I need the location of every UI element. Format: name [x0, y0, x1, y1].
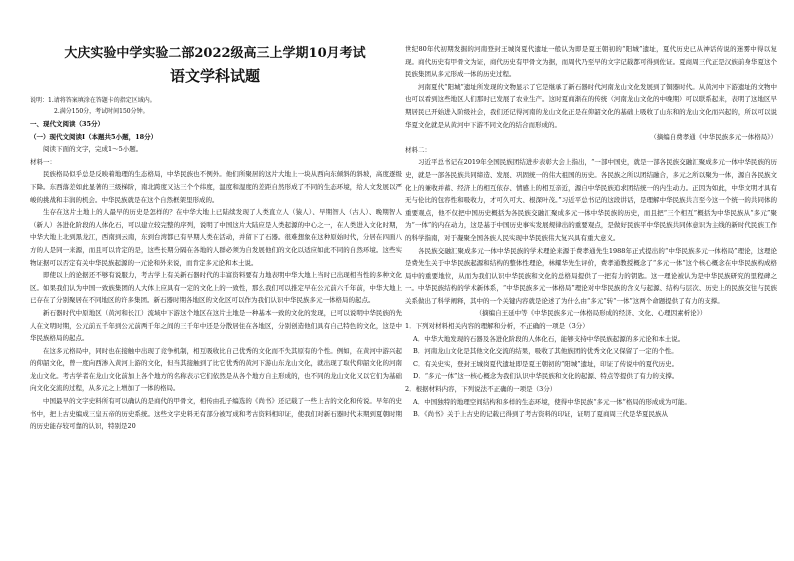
section-heading: 一、现代文阅读（35分）: [30, 120, 105, 128]
question-1: 1．下列对材料相关内容的理解和分析，不正确的一项是（3分）: [405, 322, 589, 331]
material-label: 材料二：: [405, 145, 431, 154]
paragraph: 中国最早的文字史料所有可以确认的是商代的甲骨文，相传由孔子编选的《尚书》还记载了一些上古的文化和传说。早年的史书中，把上古史编成三皇五帝的历史系统。这些文字史料无有部分被写成和考古资料相印证，使我们对新石器时代末期到夏朝时期的历史能存较可靠的认识，特别是20: [30, 397, 402, 431]
subject-title: 语文学科试题: [169, 67, 260, 85]
question-option: D．“多元一体”这一核心概念为我们认识中华民族和文化的起源、特点等提供了有力的支撑。: [413, 372, 679, 381]
question-option: B．河南龙山文化是其他文化交流的结果，吸收了其他族团的优秀文化又保留了一定的个性。: [413, 347, 678, 356]
right-column: [405, 43, 777, 421]
paragraph: 生存在这片土地上的人最早的历史是怎样的？在中华大地上已陆续发现了人类直立人（猿人）、早期智人（古人）、晚期智人（新人）各进化阶段的人体化石，可以建立较完整的序列，说明了中国这片大陆应是人类起源的中心之一，在人类进入文化时期，中华大地上北到黑龙江，西南到云南，东到台湾都已有早期人类在活动，并留下了石器。很难想象在这种原始时代，分居在四面八方的人是同一来源，而且可以肯定的是，这些长期分隔在各地的人群必须为自发展他们的文化以适应如此不同的自然环境。这些实物证据可以否定有关中华民族起源的一元论和外来说，而肯定多元论和本土说。: [30, 208, 402, 267]
question-option: C．有关史实，登封王城岗夏代遗址即是夏王朝初的“阳城”遗址，印证了传说中的夏代历史。: [413, 359, 679, 368]
paragraph: 即使以上的论据还不够有说服力，考古学上有关新石器时代的丰富资料要有力地表明中华大地上当时已出现相当性的多种文化区。如果我们认为中国一致族集团的人大体上应具有一定的文化上的一致性，那么我们可以推定早在公元前六千年前，中华大地上已存在了分别聚居在不同地区的许多集团。新石器时期各地区的文化区可以作为我们认识中华民族多元一体格局的起点。: [30, 271, 402, 305]
paragraph: 河南夏代“阳城”遗址所发现的文物显示了它是继承了新石器时代河南龙山文化发展到了铜器时代。从黄河中下游遗址的文物中也可以看到这些地区人们那时已发展了农业生产。这时夏商渐在的传统（河南龙山文化的中晚期）可以联系起来，表明了这地区早期居民已开始进入阶级社会，我们还记得河南的龙山文化正是在仰韶文化的基础上吸收了山东和的龙山文化而兴起的，所以可以说华夏文化就是从黄河中下游不同文化的结合而形成的。: [405, 82, 777, 129]
subsection-heading: （一）现代文阅读Ⅰ（本题共5小题，18分）: [30, 132, 158, 141]
instruction: 阅读下面的文字，完成1～5小题。: [43, 145, 143, 154]
question-2: 2．根据材料内容，下列说法不正确的一项是（3分）: [405, 385, 557, 394]
question-option: B．《尚书》关于上古史的记载已得到了考古资料的印证，证明了夏商周三代是华夏民族从: [413, 410, 669, 419]
left-column: [30, 118, 402, 433]
paragraph: 在这多元格局中，同时也在接触中出现了竞争机制，相互吸收比自己优秀的文化而不失其原有的个性。例如，在黄河中游兴起的仰韶文化，曾一度向西渗入黄河上游的文化，但当其接触到了比它优秀的黄河下游山东龙山文化，就出现了取代仰韶文化的河南龙山文化。考古学者在龙山文化前加上各个地方的名称表示它们依然是从各个地方自主形成的，也不同的龙山文化又以它们为基础向文化交流的过程，从多元之上增加了一体的格局。: [30, 346, 402, 393]
paragraph: 各民族交融汇聚成多元一体中华民族的学术理论来源于费孝通先生1988年正式提出的“中华民族多元一体格局”理论，这理论是费先生关于中华民族起源和结构的整体性理论，林耀华先生评价，费孝通教授概念了“多元一体”这个核心概念在中华民族构成格局中的重要地位，从而为我们认识中华民族和文化的总格局提供了一把有力的钥匙。这一理论被认为是中华民族研究的里程碑之一。中华民族结构的学术新体系，“中华民族多元一体格局”理论对中华民族的含义与起源、结构与层次、历史上的民族交往与民族关系做出了科学阐释，其中的一个关键内容就是论述了为什么由“多元”转“一体”这两个命题提供了有力的支撑。: [405, 246, 777, 305]
paragraph: 新石器时代中原地区（黄河和长江）流域中下游这个地区在这片土地是一种基本一致的文化的发现，已可以说明中华民族的先人在文明时期，公元前五千年到公元前两千年之间的三千年中还是分散居住在各地区，分别创造他们具有自己特色的文化，这是中华民族格局的起点。: [30, 308, 402, 343]
paragraph: 世纪80年代初期发掘的河南登封王城岗夏代遗址一般认为即是夏王朝初的“阳城”遗址，夏代历史已从神话传说的迷雾中得以复现。商代历史有甲骨文为证，商代历史有甲骨文为据，而周代乃至早的文字记载都可得到佐证。夏商周三代正是汉族前身华夏这个民族集团从多元形成一体的历史过程。: [405, 45, 777, 79]
paragraph: 习近平总书记在2019年全国民族团结进步表彰大会上指出，“一部中国史，就是一部各民族交融汇聚成多元一体中华民族的历史，就是一部各民族共同缔造、发展、巩固统一的伟大祖国的历史。各民族之所以团结融合，多元之所以聚为一体，源自各民族文化上的兼收并蓄、经济上的相互依存、情感上的相互亲近，源自中华民族追求团结统一的内生动力。正因为如此，中华文明才具有无与伦比的包容性和吸收力，才可久可大、根深叶茂。”习近平总书记的这段讲话，是理解中华民族共言至今这一个统一的共同体的重要观点，他不仅把中国历史概括为各民族交融汇聚成多元一体中华民族的历史，而且把“三个相互”概括为中华民族从“多元”聚为“一体”的内在动力，这是基于中国历史事实发展规律出的重要观点，是做好民族平中华民族共同体意识为主线的新时代民族工作的科学指南，对于凝聚全国各族人民实现中华民族伟大复兴具有重大意义。: [405, 158, 777, 242]
note-line: 2.满分150分，考试时间150分钟。: [54, 108, 149, 115]
note-line: 说明：1.请将答案填涂在答题卡的指定区域内。: [30, 97, 156, 104]
source-citation: （摘编自费孝通《中华民族多元一体格局》）: [650, 133, 777, 142]
exam-notes: [30, 95, 400, 117]
material-label: 材料一：: [30, 157, 56, 166]
question-option: A．中国独特的地理空间结构和多样的生态环境，使得中华民族“多元一体”格局的形成成为可能。: [413, 397, 691, 406]
question-option: A．中华大地发现的石器及各进化阶段的人体化石，能够支持中华民族起源的多元论和本土说。: [413, 334, 685, 343]
source-citation: （摘编自王延中等《中华民族多元一体格局形成的经济、文化、心理因素析论》）: [475, 309, 707, 318]
exam-title: 大庆实验中学实验二部2022级高三上学期10月考试: [64, 46, 366, 61]
paragraph: 民族格局似乎总是反映着地理的生态格局，中华民族也不例外。他们所聚居的这片大地上一块从西向东倾斜的斜坡，高度逐级下降。东西落差如此显著的三级梯阶，南北跨度又达三个个纬度，温度和湿度的差距自然形成了不同的生态环境，给人文发展以严峻的挑战和丰润的机会。中华民族就是在这个自然框架里形成的。: [30, 170, 402, 204]
